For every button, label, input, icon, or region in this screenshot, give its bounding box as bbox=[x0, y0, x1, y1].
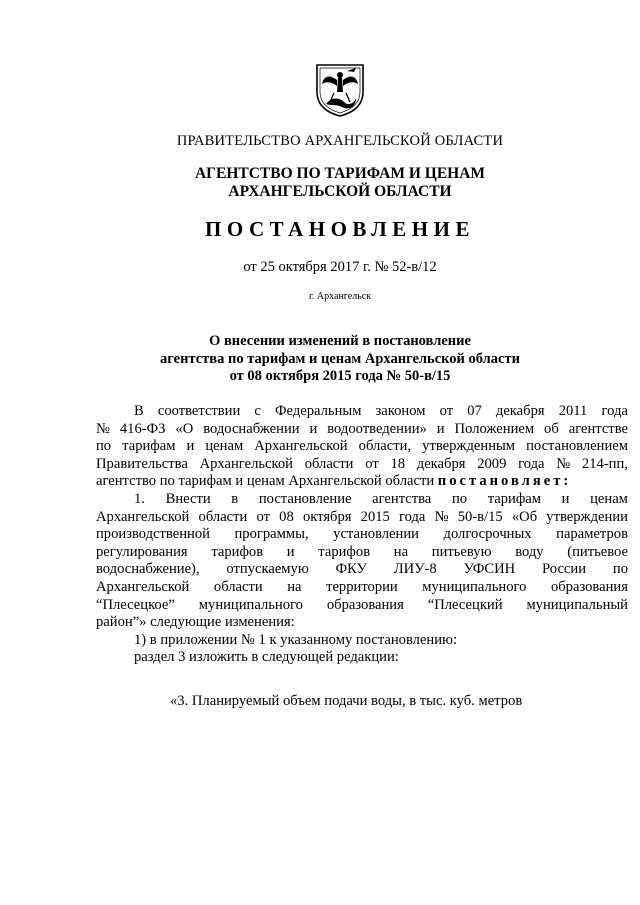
word: 416-ФЗ bbox=[119, 420, 166, 437]
word: тарифам bbox=[122, 438, 176, 455]
text-line bbox=[96, 579, 628, 597]
word: от bbox=[439, 403, 454, 419]
word: декабря bbox=[416, 455, 466, 472]
preamble-last-line: агентство по тарифам и ценам Архангельской области bbox=[96, 473, 435, 490]
word: в bbox=[231, 490, 239, 507]
word: установлении bbox=[333, 526, 419, 543]
word: постановление bbox=[258, 490, 352, 507]
word: водоснабжении bbox=[203, 420, 300, 437]
word: Федеральным bbox=[275, 403, 362, 419]
word: ценам bbox=[205, 438, 244, 455]
agency-name-line2: АРХАНГЕЛЬСКОЙ ОБЛАСТИ bbox=[228, 183, 452, 200]
word: 214-пп, bbox=[581, 455, 628, 472]
word: муниципального bbox=[422, 578, 527, 595]
word: территории bbox=[326, 578, 398, 595]
subject-line3: от 08 октября 2015 года № 50-в/15 bbox=[229, 368, 451, 384]
text-line bbox=[96, 561, 628, 579]
section-heading: «3. Планируемый объем подачи воды, в тыс. куб. метров bbox=[170, 693, 523, 709]
word: утвержденным bbox=[422, 438, 516, 455]
word: регулирования bbox=[96, 543, 188, 560]
word: постановлением bbox=[526, 438, 628, 455]
word: Правительства bbox=[96, 455, 188, 472]
word: тарифам bbox=[487, 490, 541, 507]
word: тарифов bbox=[318, 543, 371, 560]
word: питьевую bbox=[431, 543, 492, 560]
word: России bbox=[542, 561, 587, 578]
word: (питьевое bbox=[567, 543, 628, 560]
word: и bbox=[286, 543, 295, 560]
word: утверждении bbox=[546, 508, 628, 525]
word: № bbox=[556, 455, 571, 472]
text-line bbox=[96, 403, 628, 421]
word: ФКУ bbox=[335, 561, 367, 578]
word: и bbox=[186, 438, 195, 455]
word: на bbox=[393, 543, 409, 560]
word: отпускаемую bbox=[226, 561, 309, 578]
text-line bbox=[96, 509, 628, 527]
document-date-number: от 25 октября 2017 г. № 52-в/12 bbox=[243, 259, 437, 275]
coat-of-arms-icon bbox=[314, 62, 366, 118]
word: декабря bbox=[495, 403, 545, 419]
word: Внести bbox=[165, 490, 211, 507]
word: воду bbox=[515, 543, 544, 560]
word: по bbox=[96, 438, 112, 455]
word: производственной bbox=[96, 526, 210, 543]
word: ЛИУ-8 bbox=[393, 561, 437, 578]
word: «Об bbox=[511, 508, 538, 525]
word: Архангельской bbox=[96, 578, 190, 595]
subject-line1: О внесении изменений в постановление bbox=[209, 333, 471, 349]
word: образования bbox=[550, 578, 628, 595]
text-line: район”» следующие изменения: bbox=[96, 614, 295, 631]
government-name: ПРАВИТЕЛЬСТВО АРХАНГЕЛЬСКОЙ ОБЛАСТИ bbox=[176, 133, 504, 149]
word: и bbox=[436, 420, 445, 437]
word: долгосрочных bbox=[443, 526, 532, 543]
paragraph-item-1 bbox=[96, 491, 628, 632]
word: “Плесецкое” bbox=[96, 596, 175, 613]
word: 2011 bbox=[558, 403, 588, 419]
word: области, bbox=[358, 438, 412, 455]
word: с bbox=[254, 403, 261, 419]
word: «О bbox=[175, 420, 194, 437]
text-line bbox=[96, 526, 628, 544]
word: образования bbox=[326, 596, 404, 613]
word: 08 bbox=[279, 508, 294, 525]
word: В bbox=[134, 403, 144, 419]
resolves-keyword: постановляет: bbox=[437, 473, 572, 490]
subject-line2: агентства по тарифам и ценам Архангельской области bbox=[160, 350, 520, 367]
word: агентства bbox=[372, 490, 432, 507]
word: 50-в/15 bbox=[457, 508, 503, 525]
word: программы, bbox=[234, 526, 309, 543]
word: ценам bbox=[590, 490, 628, 507]
word: Архангельской bbox=[199, 455, 293, 472]
text-line bbox=[96, 421, 628, 439]
word: “Плесецкий bbox=[427, 596, 503, 613]
word: муниципальный bbox=[526, 596, 628, 613]
word: УФСИН bbox=[463, 561, 516, 578]
document-type: ПОСТАНОВЛЕНИЕ bbox=[205, 217, 475, 241]
document-city: г. Архангельск bbox=[308, 291, 372, 302]
word: Архангельской bbox=[254, 438, 348, 455]
word: области bbox=[198, 508, 248, 525]
word: Положением bbox=[454, 420, 535, 437]
word: 07 bbox=[467, 403, 482, 419]
word: параметров bbox=[556, 526, 628, 543]
word: тарифов bbox=[211, 543, 264, 560]
word: Архангельской bbox=[96, 508, 190, 525]
text-line bbox=[96, 473, 628, 491]
word: и bbox=[309, 420, 318, 437]
word: области bbox=[304, 455, 354, 472]
text-line bbox=[96, 456, 628, 474]
word: 18 bbox=[390, 455, 406, 472]
word: от bbox=[365, 455, 379, 472]
word: № bbox=[434, 508, 449, 525]
word: 1. bbox=[134, 490, 145, 507]
agency-name bbox=[0, 165, 640, 201]
text-line bbox=[96, 491, 628, 509]
word: на bbox=[287, 578, 302, 595]
word: по bbox=[451, 490, 468, 507]
word: законом bbox=[375, 403, 426, 419]
document-body bbox=[96, 403, 628, 667]
word: октября bbox=[302, 508, 352, 525]
word: области bbox=[213, 578, 263, 595]
word: года bbox=[518, 455, 545, 472]
word: водоснабжение), bbox=[96, 561, 200, 578]
word: и bbox=[561, 490, 570, 507]
word: от bbox=[256, 508, 270, 525]
word: 2015 bbox=[360, 508, 390, 525]
text-line bbox=[96, 438, 628, 456]
amendment-instruction: раздел 3 изложить в следующей редакции: bbox=[134, 649, 399, 666]
paragraph-preamble bbox=[96, 403, 628, 491]
document-subject bbox=[0, 333, 640, 386]
word: № bbox=[96, 420, 110, 437]
word: агентстве bbox=[568, 420, 628, 437]
word: соответствии bbox=[157, 403, 241, 419]
word: 2009 bbox=[477, 455, 507, 472]
text-line bbox=[96, 597, 628, 615]
agency-name-line1: АГЕНТСТВО ПО ТАРИФАМ И ЦЕНАМ bbox=[194, 165, 486, 182]
word: по bbox=[612, 561, 628, 578]
word: муниципального bbox=[198, 596, 303, 613]
word: водоотведении» bbox=[327, 420, 427, 437]
word: года bbox=[601, 403, 628, 419]
word: года bbox=[399, 508, 426, 525]
amendment-item: 1) в приложении № 1 к указанному постановлению: bbox=[134, 631, 458, 648]
word: об bbox=[544, 420, 559, 437]
text-line bbox=[96, 544, 628, 562]
